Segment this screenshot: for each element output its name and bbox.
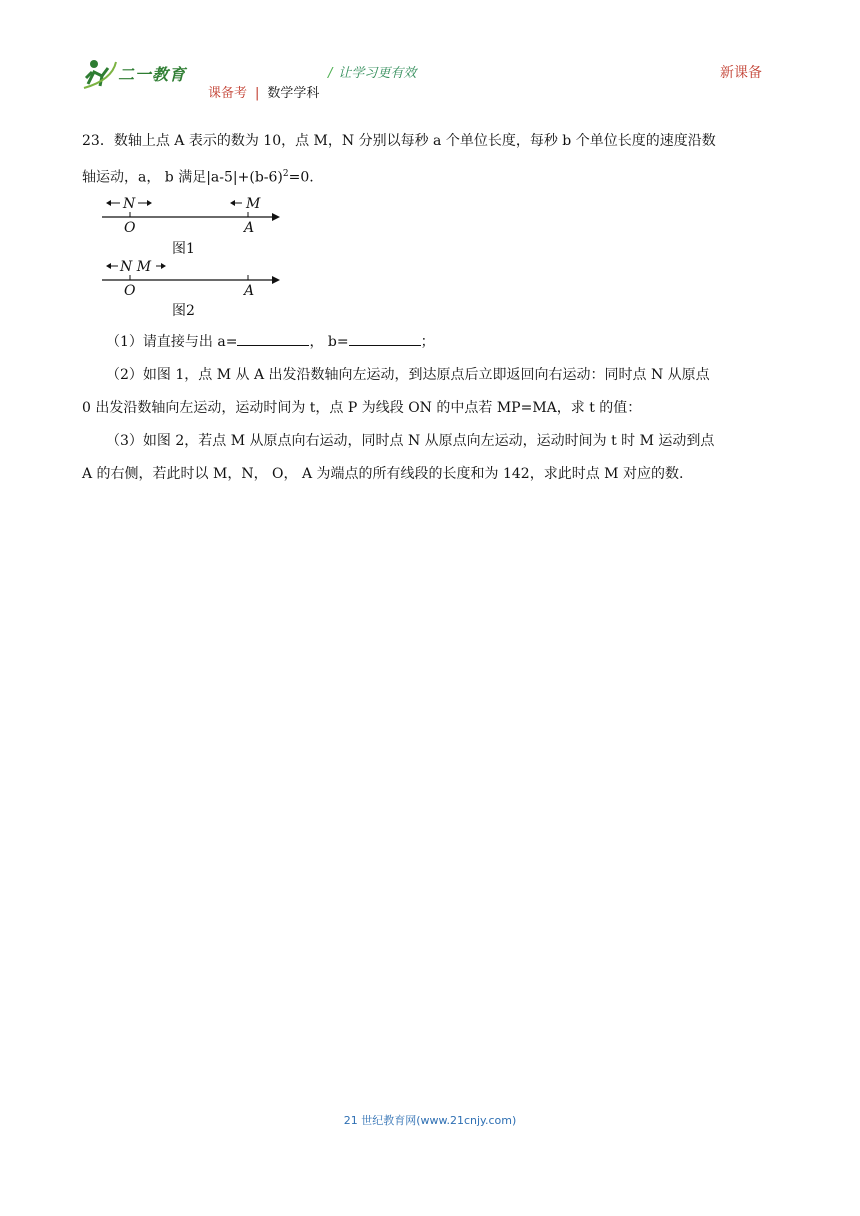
part-3-line-2: A 的右侧，若此时以 M，N， O， A 为端点的所有线段的长度和为 142，求此时点 M 对应的数. — [82, 466, 684, 482]
fig2-label-a: A — [244, 283, 255, 299]
question-stem: 23．数轴上点 A 表示的数为 10，点 M，N 分别以每秒 a 个单位长度，每秒 b 个单位长度的速度沿数 轴运动，a， b 满足$|a-5|+(b-6)^2=0$. — [82, 133, 716, 186]
answer-blank-a — [237, 331, 309, 346]
part-1: （1）请直接与出 a= ， b= ； — [82, 326, 782, 359]
header-tag: 新课备 — [720, 65, 762, 81]
part-3-line-1: （3）如图 2，若点 M 从原点向右运动，同时点 N 从原点向左运动，运动时间为 t 时 M 运动到点 — [106, 433, 715, 449]
part-2-line-1: （2）如图 1，点 M 从 A 出发沿数轴向左运动，到达原点后立即返回向右运动：同时点 N 从原点 — [106, 367, 710, 383]
fig1-caption: 图1 — [172, 241, 195, 257]
number-line-figures — [96, 190, 286, 320]
fig1-label-o: O — [124, 220, 136, 236]
answer-blank-b — [349, 331, 421, 346]
fig2-caption: 图2 — [172, 303, 195, 319]
question-parts — [82, 326, 782, 491]
fig2-label-nm: N M — [120, 259, 152, 275]
header-slogan: / 让学习更有效 — [328, 66, 417, 81]
fig2-label-o: O — [124, 283, 136, 299]
page-header — [0, 0, 860, 110]
header-subhead: 课备考 | 数学学科 — [208, 86, 320, 101]
part-2-line-2: 0 出发沿数轴向左运动，运动时间为 t，点 P 为线段 ON 的中点若 MP=MA，求 t 的值： — [82, 400, 642, 416]
logo-text: 二一教育 — [118, 65, 187, 84]
fig1-label-m: M — [246, 196, 261, 212]
fig1-label-a: A — [244, 220, 255, 236]
fig1-label-n: N — [123, 196, 136, 212]
page-footer: 21 世纪教育网(www.21cnjy.com) — [343, 1114, 517, 1127]
